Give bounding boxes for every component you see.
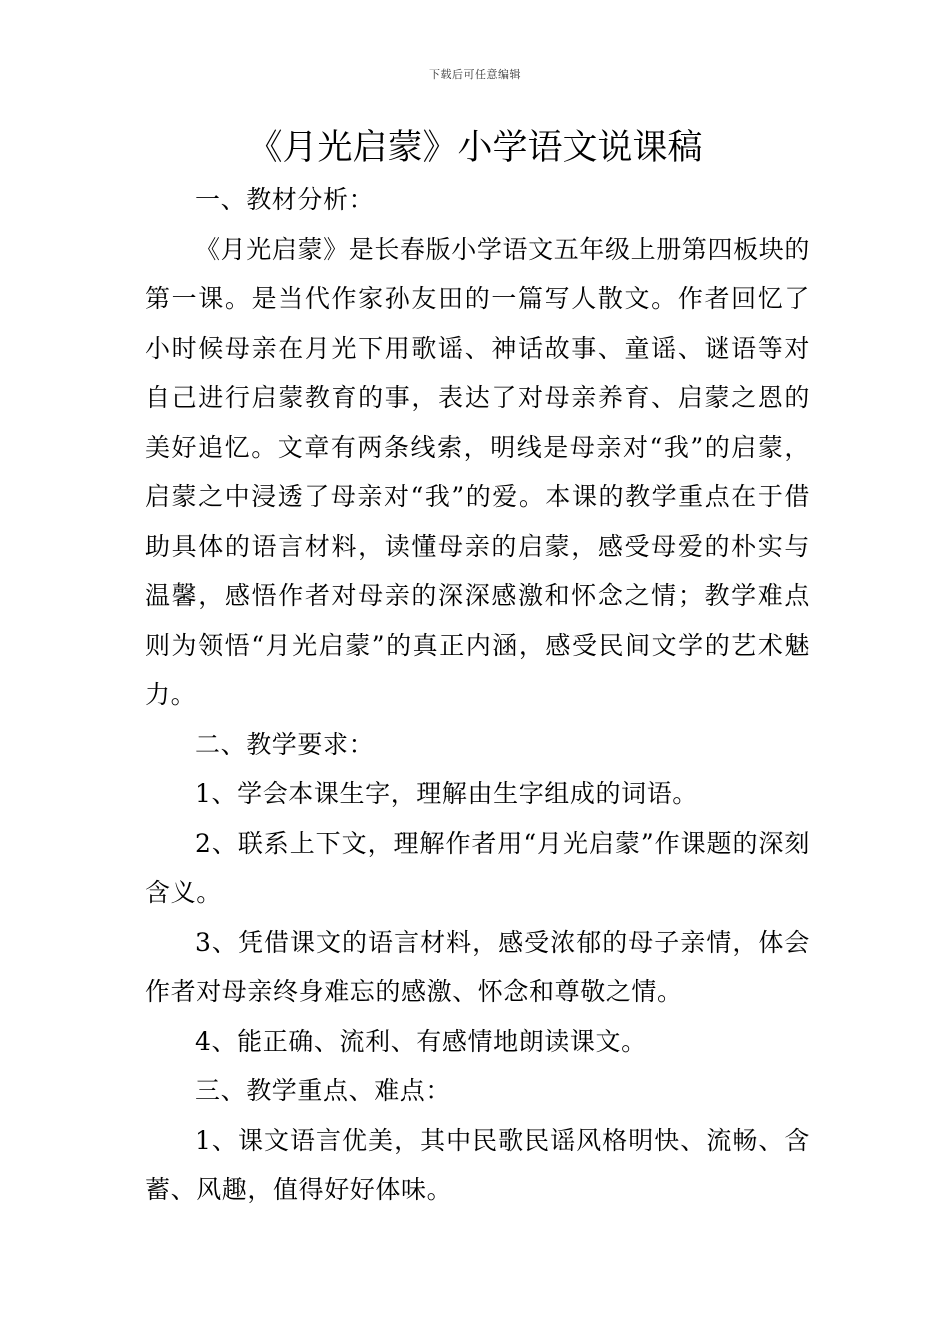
page-header: 下载后可任意编辑 [429, 68, 521, 81]
list-item-key-point-1: 1、课文语言优美，其中民歌民谣风格明快、流畅、含蓄、风趣，值得好好体味。 [145, 1125, 810, 1204]
document-body [145, 175, 810, 1215]
list-item-requirement-1: 1、学会本课生字，理解由生字组成的词语。 [195, 779, 698, 808]
section-heading-textbook-analysis: 一、教材分析： [195, 185, 375, 214]
section-heading-key-points: 三、教学重点、难点： [195, 1076, 452, 1105]
list-item-requirement-2: 2、联系上下文，理解作者用“月光启蒙”作课题的深刻含义。 [145, 828, 810, 907]
document-title: 《月光启蒙》小学语文说课稿 [247, 128, 703, 168]
paragraph-textbook-analysis: 《月光启蒙》是长春版小学语文五年级上册第四板块的第一课。是当代作家孙友田的一篇写人散文。作者回忆了小时候母亲在月光下用歌谣、神话故事、童谣、谜语等对自己进行启蒙教育的事，表达了对母亲养育、启蒙之恩的美好追忆。文章有两条线索，明线是母亲对“我”的启蒙，启蒙之中浸透了母亲对“我”的爱。本课的教学重点在于借助具体的语言材料，读懂母亲的启蒙，感受母爱的朴实与温馨，感悟作者对母亲的深深感激和怀念之情；教学难点则为领悟“月光启蒙”的真正内涵，感受民间文学的艺术魅力。 [145, 234, 810, 709]
list-item-requirement-3: 3、凭借课文的语言材料，感受浓郁的母子亲情，体会作者对母亲终身难忘的感激、怀念和尊敬之情。 [145, 927, 810, 1006]
list-item-requirement-4: 4、能正确、流利、有感情地朗读课文。 [195, 1026, 647, 1056]
section-heading-teaching-requirements: 二、教学要求： [195, 729, 375, 759]
